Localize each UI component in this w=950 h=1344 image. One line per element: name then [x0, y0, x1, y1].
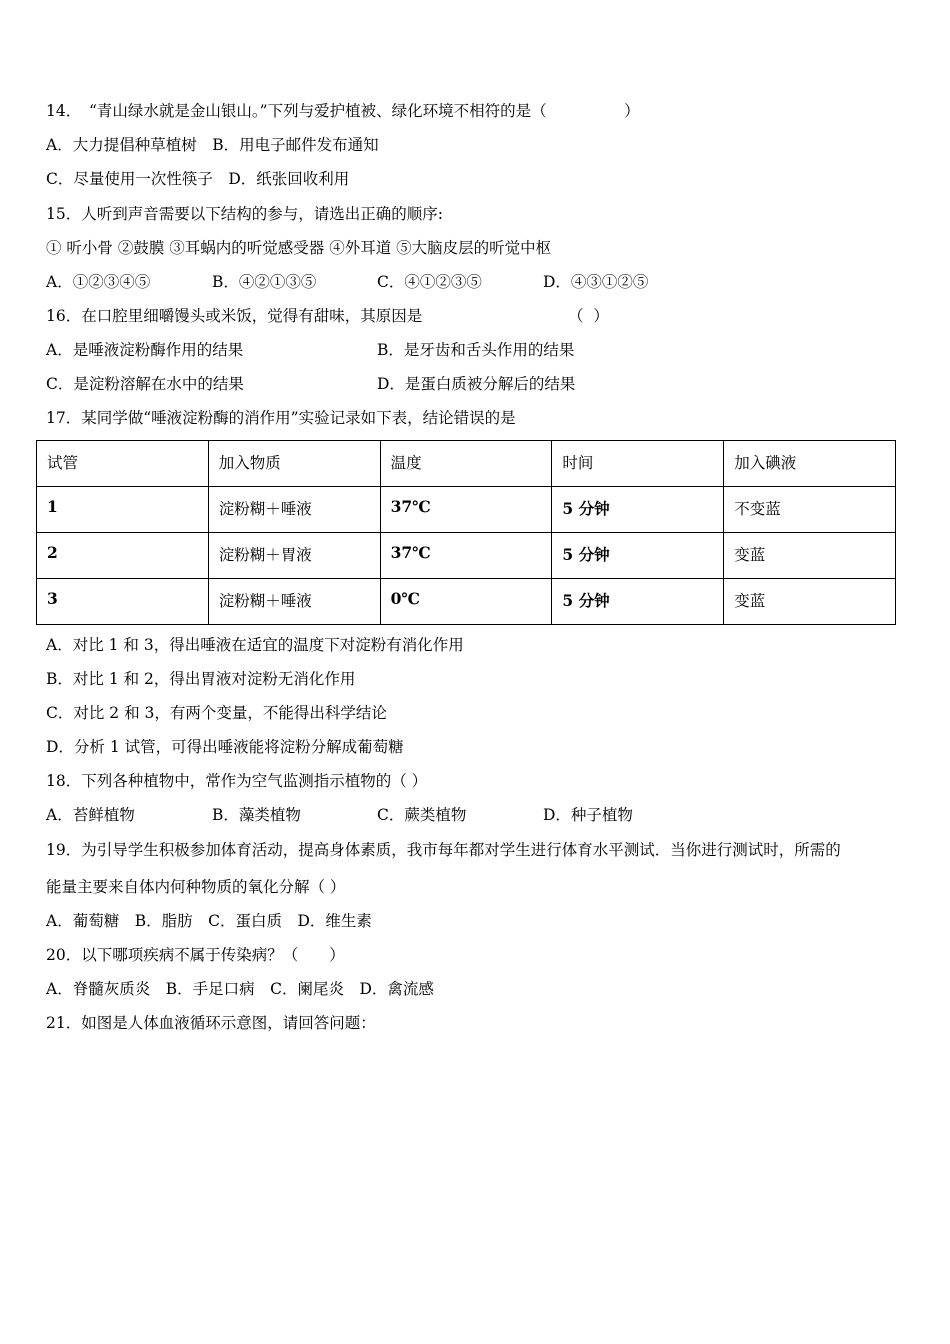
- q15-option-c: C．④①②③⑤: [377, 273, 482, 291]
- q14-stem: 14． “青山绿水就是金山银山。”下列与爱护植被、绿化环境不相符的是（ ）: [46, 102, 640, 120]
- q17-option-a: A．对比 1 和 3，得出唾液在适宜的温度下对淀粉有消化作用: [46, 636, 464, 654]
- table-cell: 37℃: [380, 533, 552, 579]
- table-cell: 5 分钟: [552, 487, 724, 533]
- table-cell: 1: [37, 487, 209, 533]
- q17-option-d: D．分析 1 试管，可得出唾液能将淀粉分解成葡萄糖: [46, 738, 404, 756]
- table-cell: 3: [37, 579, 209, 625]
- table-header-row: [37, 441, 896, 487]
- table-row: [37, 579, 896, 625]
- q15-option-b: B．④②①③⑤: [212, 273, 317, 291]
- table-header-cell: 加入物质: [208, 441, 380, 487]
- table-cell: 淀粉糊＋唾液: [208, 579, 380, 625]
- q16-answer-paren: （ ）: [568, 307, 609, 325]
- table-cell: 5 分钟: [552, 579, 724, 625]
- q20-options: A．脊髓灰质炎 B．手足口病 C．阑尾炎 D．禽流感: [46, 980, 434, 998]
- q15-stem: 15．人听到声音需要以下结构的参与，请选出正确的顺序:: [46, 205, 443, 223]
- q15-option-d: D．④③①②⑤: [543, 273, 649, 291]
- table-header-cell: 时间: [552, 441, 724, 487]
- q18-option-c: C．蕨类植物: [377, 806, 467, 824]
- table-row: [37, 487, 896, 533]
- q14-options-ab: A．大力提倡种草植树 B．用电子邮件发布通知: [46, 136, 379, 154]
- table-cell: 不变蓝: [724, 487, 896, 533]
- q19-options: A．葡萄糖 B．脂肪 C．蛋白质 D．维生素: [46, 912, 372, 930]
- q19-stem-line1: 19．为引导学生积极参加体育活动，提高身体素质，我市每年都对学生进行体育水平测试．当你进行测试时，所需的: [46, 841, 841, 859]
- experiment-table: [36, 440, 896, 625]
- table-cell: 变蓝: [724, 579, 896, 625]
- q17-stem: 17．某同学做“唾液淀粉酶的消作用”实验记录如下表，结论错误的是: [46, 409, 516, 427]
- q15-items: ① 听小骨 ②鼓膜 ③耳蜗内的听觉感受器 ④外耳道 ⑤大脑皮层的听觉中枢: [46, 239, 552, 257]
- q17-option-b: B．对比 1 和 2，得出胃液对淀粉无消化作用: [46, 670, 356, 688]
- q16-option-c: C．是淀粉溶解在水中的结果: [46, 375, 244, 393]
- q18-stem: 18．下列各种植物中，常作为空气监测指示植物的（ ）: [46, 772, 428, 790]
- q18-option-b: B．藻类植物: [212, 806, 301, 824]
- q19-stem-line2: 能量主要来自体内何种物质的氧化分解（ ）: [46, 878, 346, 896]
- table-row: [37, 533, 896, 579]
- q18-option-a: A．苔鲜植物: [46, 806, 135, 824]
- table-header-cell: 试管: [37, 441, 209, 487]
- q14-options-cd: C．尽量使用一次性筷子 D．纸张回收利用: [46, 170, 350, 188]
- q16-option-d: D．是蛋白质被分解后的结果: [377, 375, 576, 393]
- q16-option-b: B．是牙齿和舌头作用的结果: [377, 341, 575, 359]
- q17-option-c: C．对比 2 和 3，有两个变量，不能得出科学结论: [46, 704, 387, 722]
- q20-stem: 20．以下哪项疾病不属于传染病？（ ）: [46, 946, 345, 964]
- table-cell: 变蓝: [724, 533, 896, 579]
- q18-option-d: D．种子植物: [543, 806, 633, 824]
- q15-option-a: A．①②③④⑤: [46, 273, 151, 291]
- table-cell: 5 分钟: [552, 533, 724, 579]
- table-cell: 2: [37, 533, 209, 579]
- q16-stem: 16．在口腔里细嚼馒头或米饭，觉得有甜味，其原因是: [46, 307, 423, 325]
- q16-option-a: A．是唾液淀粉酶作用的结果: [46, 341, 244, 359]
- table-cell: 37℃: [380, 487, 552, 533]
- q21-stem: 21．如图是人体血液循环示意图，请回答问题：: [46, 1014, 376, 1032]
- table-cell: 淀粉糊＋唾液: [208, 487, 380, 533]
- table-header-cell: 加入碘液: [724, 441, 896, 487]
- table-cell: 淀粉糊＋胃液: [208, 533, 380, 579]
- table-header-cell: 温度: [380, 441, 552, 487]
- table-cell: 0℃: [380, 579, 552, 625]
